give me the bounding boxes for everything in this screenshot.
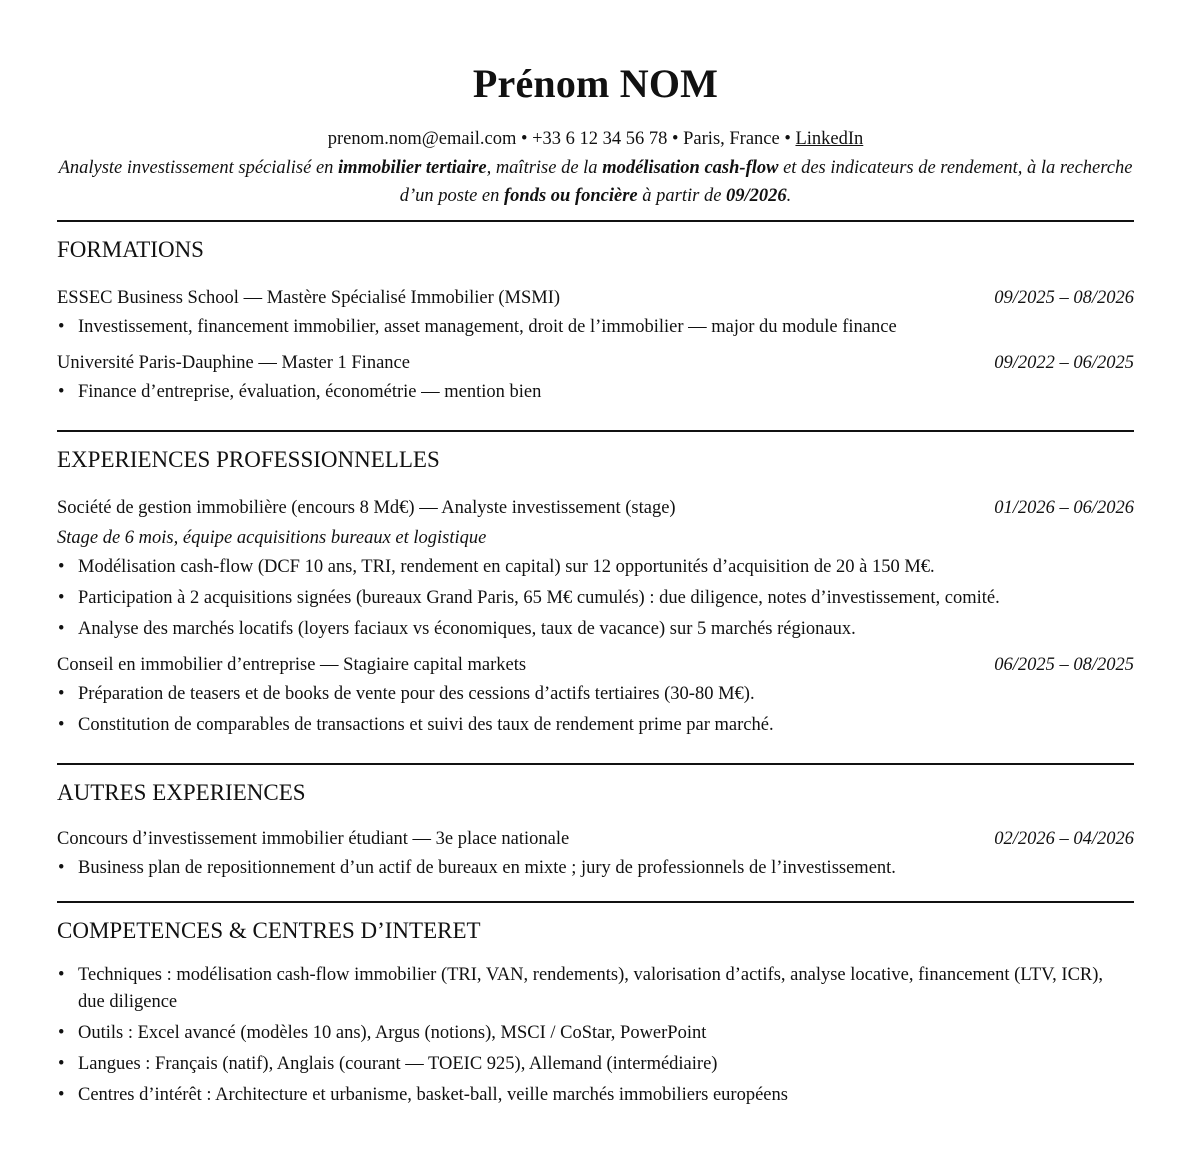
autres-experiences-section (57, 763, 1134, 882)
entry-title: Université Paris-Dauphine — Master 1 Finance (57, 353, 410, 373)
bullet-item: • Langues : Français (natif), Anglais (courant — TOEIC 925), Allemand (intermédiaire) (57, 1051, 1134, 1078)
summary-text: et des indicateurs de rendement, à la recherche d’un poste en (399, 158, 1133, 206)
bullet-item: • Business plan de repositionnement d’un actif de bureaux en mixte ; jury de professionnels de l’investissement. (57, 855, 1134, 882)
entry-dates: 01/2026 – 06/2026 (994, 498, 1134, 518)
competences-section (57, 901, 1134, 1109)
location-text: Paris, France (683, 129, 780, 149)
entry-dates: 06/2025 – 08/2025 (994, 655, 1134, 675)
entry-title: ESSEC Business School — Mastère Spécialisé Immobilier (MSMI) (57, 288, 561, 308)
experience-entry (57, 653, 1134, 739)
experiences-section (57, 430, 1134, 739)
bullet-item: • Constitution de comparables de transactions et suivi des taux de rendement prime par marché. (57, 712, 1134, 739)
separator: • (779, 129, 796, 149)
contact-line (0, 126, 1191, 152)
separator: • (516, 129, 533, 149)
bullet-item: • Participation à 2 acquisitions signées (bureaux Grand Paris, 65 M€ cumulés) : due diligence, notes d’investissement, comité. (57, 585, 1134, 612)
bullet-item: • Outils : Excel avancé (modèles 10 ans), Argus (notions), MSCI / CoStar, PowerPoint (57, 1020, 1134, 1047)
section-title: COMPETENCES & CENTRES D’INTERET (57, 918, 481, 943)
entry-dates: 02/2026 – 04/2026 (994, 829, 1134, 849)
bullet-item: • Modélisation cash-flow (DCF 10 ans, TRI, rendement en capital) sur 12 opportunités d’acquisition de 20 à 150 M€. (57, 554, 1134, 581)
education-entry (57, 351, 1134, 406)
section-title: EXPERIENCES PROFESSIONNELLES (57, 447, 440, 472)
summary-text: . (786, 186, 792, 206)
education-entry (57, 286, 1134, 341)
bullet-item: • Centres d’intérêt : Architecture et urbanisme, basket-ball, veille marchés immobiliers européens (57, 1082, 1134, 1109)
linkedin-link[interactable]: LinkedIn (795, 129, 864, 149)
summary-highlight: modélisation cash-flow (602, 158, 779, 178)
bullet-item: • Préparation de teasers et de books de vente pour des cessions d’actifs tertiaires (30-80 M€). (57, 681, 1134, 708)
bullet-item: • Techniques : modélisation cash-flow immobilier (TRI, VAN, rendements), valorisation d’actifs, analyse locative, financement (LTV, ICR), due diligence (57, 962, 1134, 1016)
resume-header (0, 0, 1191, 210)
entry-title: Société de gestion immobilière (encours 8 Md€) — Analyste investissement (stage) (57, 498, 676, 518)
email-text: prenom.nom@email.com (327, 129, 517, 149)
entry-dates: 09/2025 – 08/2026 (994, 288, 1134, 308)
skills-list (57, 962, 1134, 1109)
summary-highlight: fonds ou foncière (504, 186, 638, 206)
bullet-item: • Investissement, financement immobilier, asset management, droit de l’immobilier — major du module finance (57, 314, 1134, 341)
profile-summary (56, 154, 1136, 210)
experience-entry (57, 496, 1134, 643)
candidate-name: Prénom NOM (472, 61, 719, 106)
summary-text: à partir de (637, 186, 727, 206)
summary-text: Analyste investissement spécialisé en (58, 158, 339, 178)
entry-title: Conseil en immobilier d’entreprise — Stagiaire capital markets (57, 655, 527, 675)
formations-section (57, 220, 1134, 406)
section-title: FORMATIONS (57, 237, 204, 262)
bullet-item: • Analyse des marchés locatifs (loyers faciaux vs économiques, taux de vacance) sur 5 marchés régionaux. (57, 616, 1134, 643)
separator: • (667, 129, 684, 149)
experience-entry (57, 827, 1134, 882)
entry-dates: 09/2022 – 06/2025 (994, 353, 1134, 373)
summary-highlight: 09/2026 (726, 186, 787, 206)
entry-subtitle: Stage de 6 mois, équipe acquisitions bureaux et logistique (57, 528, 487, 548)
summary-highlight: immobilier tertiaire (338, 158, 487, 178)
summary-text: , maîtrise de la (486, 158, 603, 178)
bullet-item: • Finance d’entreprise, évaluation, économétrie — mention bien (57, 379, 1134, 406)
entry-title: Concours d’investissement immobilier étudiant — 3e place nationale (57, 829, 570, 849)
phone-text: +33 6 12 34 56 78 (532, 129, 668, 149)
section-title: AUTRES EXPERIENCES (57, 780, 306, 805)
